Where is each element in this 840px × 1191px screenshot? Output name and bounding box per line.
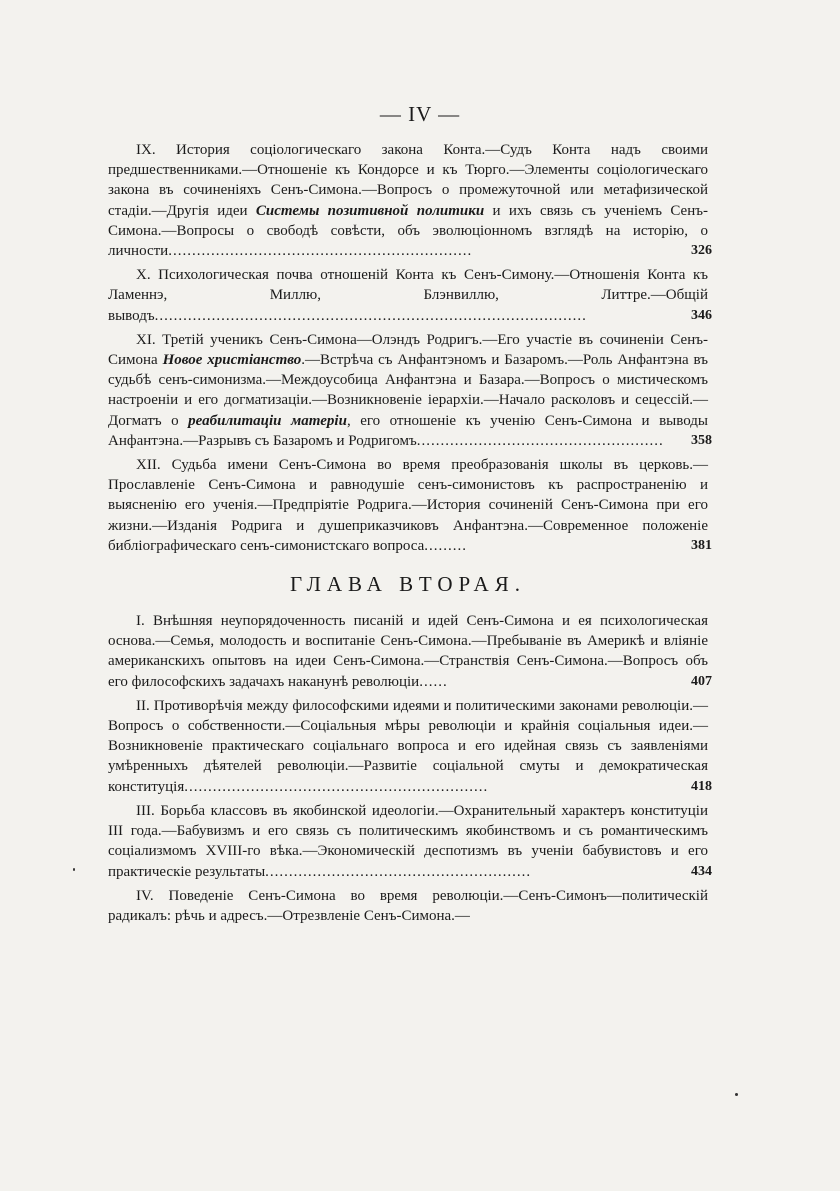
leader-dots: ...........................................................................................: [154, 307, 587, 324]
entry-page-number: 381: [691, 537, 712, 553]
entry-text: II. Противорѣчія между философскими идеями и политическими законами революціи.—Вопросъ о собственности.—Соціальныя мѣры революціи и крайнія соціальныя идеи.—Возникновеніе практическаго соціальнаго вопроса и его идейная связь съ заявленіями умѣренныхъ дѣятелей революціи.—Развитіе соціальной смуты и демократическая конституція: [108, 697, 708, 795]
entry-title-emphasis: Новое христіанство: [162, 352, 302, 369]
leader-dots: ........................................................: [265, 863, 532, 880]
entry-text: IX. История соціологическаго закона Конта.—Судъ Конта надъ своими предшественниками.—Отношеніе къ Кондорсе и къ Тюрго.—Элементы соціологическаго закона въ сочиненіяхъ Сенъ-Симона.—Вопросъ о промежуточной или метафизической стадіи.—Другія идеи: [108, 142, 708, 219]
entry-text: XI. Третій ученикъ Сенъ-Симона—Олэндъ Родригъ.—Его участіе въ сочиненіи Сенъ-Симона: [108, 331, 708, 369]
toc-entry-xi: [108, 330, 712, 451]
entry-page-number: 358: [691, 432, 712, 448]
entry-text: IV. Поведеніе Сенъ-Симона во время революціи.—Сенъ-Симонъ—политическій радикалъ: рѣчь и адресъ.—Отрезвленіе Сенъ-Симона.—: [108, 887, 708, 924]
leader-dots: .........: [424, 537, 468, 554]
toc-entry-ix: [108, 140, 712, 261]
entry-page-number: 407: [691, 673, 712, 689]
toc-entry-ii: [108, 696, 712, 797]
entry-title-emphasis-2: реабилитаціи матеріи: [188, 412, 347, 429]
entry-text: III. Борьба классовъ въ якобинской идеологіи.—Охранительный характеръ конституціи III года.—Бабувизмъ и его связь съ политическимъ якобинствомъ и съ романтическимъ соціализмомъ XVIII-го вѣка.—Экономическій деспотизмъ въ ученіи бабувистовъ и его практическіе результаты: [108, 802, 708, 880]
toc-entry-iii: [108, 801, 712, 882]
page-number: — IV —: [379, 102, 461, 126]
leader-dots: ......: [419, 673, 448, 690]
scan-speck: [735, 1093, 738, 1096]
entry-text-cont: и ихъ связь съ ученіемъ Сенъ-Симона.—Вопросы о свободѣ совѣсти, объ эволюціонномъ взглядѣ на исторію, о личности: [108, 202, 708, 260]
entry-text-cont: .—Встрѣча съ Анфантэномъ и Базаромъ.—Роль Анфантэна въ судьбѣ сенъ-симонизма.—Междоусобица Анфантэна и Базара.—Вопросъ о мистическомъ настроеніи и его догматизаціи.—Возникновеніе іерархіи.—Начало расколовъ и сецессій.—Догматъ о: [108, 352, 708, 429]
entry-text: I. Внѣшняя неупорядоченность писаній и идей Сенъ-Симона и ея психологическая основа.—Семья, молодость и воспитаніе Сенъ-Симона.—Пребываніе въ Америкѣ и вліяніе американскихъ опытовъ на идеи Сенъ-Симона.—Странствія Сенъ-Симона.—Вопросъ объ его философскихъ задачахъ наканунѣ революціи: [108, 613, 708, 690]
entry-page-number: 346: [691, 307, 712, 323]
entry-page-number: 434: [691, 863, 712, 879]
entry-text: X. Психологическая почва отношеній Конта къ Сенъ-Симону.—Отношенія Конта къ Ламеннэ, Миллю, Блэнвиллю, Литтре.—Общій выводъ: [108, 267, 708, 324]
entry-page-number: 418: [691, 778, 712, 794]
leader-dots: ................................................................: [184, 778, 489, 795]
entry-page-number: 326: [691, 243, 712, 259]
toc-entry-i: [108, 611, 712, 692]
scan-speck: [73, 868, 75, 871]
leader-dots: ................................................................: [168, 243, 473, 260]
entry-title-emphasis: Системы позитивной политики: [255, 202, 485, 219]
table-of-contents: [108, 140, 712, 926]
entry-text-cont-2: , его отношеніе къ ученію Сенъ-Симона и выводы Анфантэна.—Разрывъ съ Базаромъ и Родригомъ: [108, 412, 708, 449]
chapter-heading: ГЛАВА ВТОРАЯ.: [290, 572, 526, 597]
toc-entry-iv: [108, 886, 708, 926]
leader-dots: ....................................................: [416, 432, 664, 449]
entry-text: XII. Судьба имени Сенъ-Симона во время преобразованія школы въ церковь.—Прославленіе Сенъ-Симона и равнодушіе сенъ-симонистовъ къ распространенію и выясненію его ученія.—Предпріятіе Родрига.—История сочиненій Сенъ-Симона при его жизни.—Изданія Родрига и душеприказчиковъ Анфантэна.—Современное положеніе библіографическаго сенъ-симонистскаго вопроса: [108, 457, 708, 554]
toc-entry-x: [108, 265, 712, 326]
toc-entry-xii: [108, 455, 712, 556]
